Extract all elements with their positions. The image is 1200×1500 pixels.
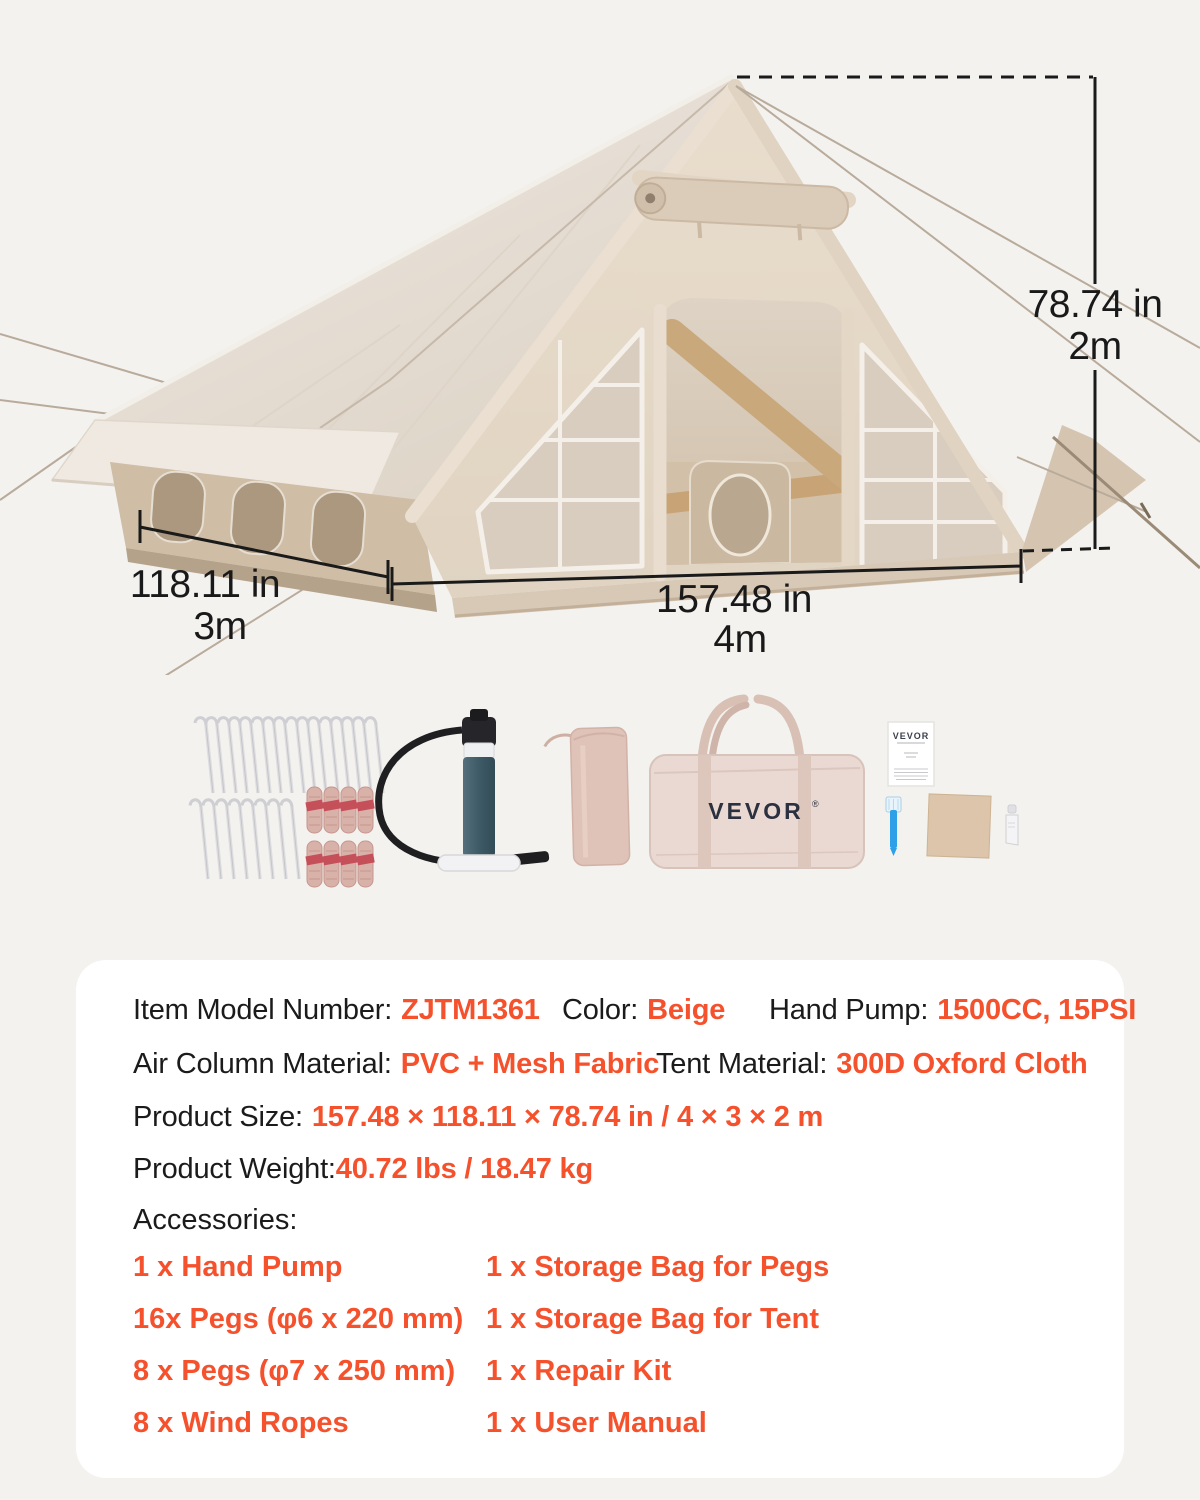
spec-model-value: ZJTM1361 <box>401 994 540 1026</box>
spec-color-label: Color: <box>562 994 639 1026</box>
height-label-in: 78.74 in <box>1027 283 1163 326</box>
accessories-photo <box>0 675 1200 925</box>
spec-tent-material <box>656 1048 1087 1081</box>
spec-color-value: Beige <box>647 994 726 1026</box>
spec-air-column-value: PVC + Mesh Fabric <box>400 1048 660 1080</box>
spec-air-column-label: Air Column Material: <box>133 1048 392 1080</box>
accessories-title: Accessories: <box>133 1204 298 1236</box>
spec-tent-material-label: Tent Material: <box>656 1048 828 1080</box>
manual-logo-text: VEVOR <box>892 731 930 741</box>
user-manual-icon <box>888 722 934 786</box>
wind-ropes-icon <box>305 787 374 887</box>
spec-pump-value: 1500CC, 15PSI <box>937 994 1137 1026</box>
height-label-m: 2m <box>1068 325 1122 368</box>
accessory-item: 1 x Storage Bag for Pegs <box>486 1251 830 1283</box>
spec-color <box>562 994 725 1027</box>
glue-tube-icon <box>1006 805 1018 845</box>
accessory-item: 1 x Storage Bag for Tent <box>486 1303 820 1335</box>
width-label-m: 4m <box>713 618 767 661</box>
tent-door <box>655 298 855 572</box>
spec-size-value: 157.48 × 118.11 × 78.74 in / 4 × 3 × 2 m <box>311 1101 824 1133</box>
accessory-item: 16x Pegs (φ6 x 220 mm) <box>133 1303 464 1335</box>
bag-logo-text: VEVOR <box>708 798 804 824</box>
spec-size <box>133 1101 823 1134</box>
spec-panel <box>76 960 1137 1478</box>
accessory-item: 1 x Repair Kit <box>486 1355 672 1387</box>
pegs-large-icon <box>190 800 299 879</box>
applicator-icon <box>886 797 901 856</box>
accessory-item: 8 x Pegs (φ7 x 250 mm) <box>133 1355 456 1387</box>
bag-logo-reg: ® <box>812 799 819 809</box>
spec-model <box>133 994 540 1027</box>
mesh-window-right <box>862 345 1005 568</box>
spec-air-column <box>133 1048 659 1081</box>
spec-size-label: Product Size: <box>133 1101 303 1133</box>
depth-label-in: 118.11 in <box>129 563 281 606</box>
spec-tent-material-value: 300D Oxford Cloth <box>836 1048 1088 1080</box>
accessory-item: 8 x Wind Ropes <box>133 1407 349 1439</box>
spec-weight-label: Product Weight: <box>133 1153 336 1185</box>
peg-bag-icon <box>544 727 630 866</box>
accessory-item: 1 x User Manual <box>486 1407 707 1439</box>
pegs-small-icon <box>195 718 383 793</box>
tent-bag-icon <box>650 699 864 868</box>
spec-weight <box>133 1153 593 1186</box>
tent-diagram <box>0 0 1200 675</box>
spec-weight-value: 40.72 lbs / 18.47 kg <box>335 1153 593 1185</box>
hand-pump-icon <box>379 709 550 871</box>
accessory-item: 1 x Hand Pump <box>133 1251 343 1283</box>
spec-pump-label: Hand Pump: <box>769 994 929 1026</box>
spec-model-label: Item Model Number: <box>133 994 393 1026</box>
width-label-in: 157.48 in <box>656 578 812 621</box>
depth-label-m: 3m <box>193 605 247 648</box>
spec-pump <box>769 994 1136 1027</box>
repair-patch-icon <box>927 794 991 858</box>
